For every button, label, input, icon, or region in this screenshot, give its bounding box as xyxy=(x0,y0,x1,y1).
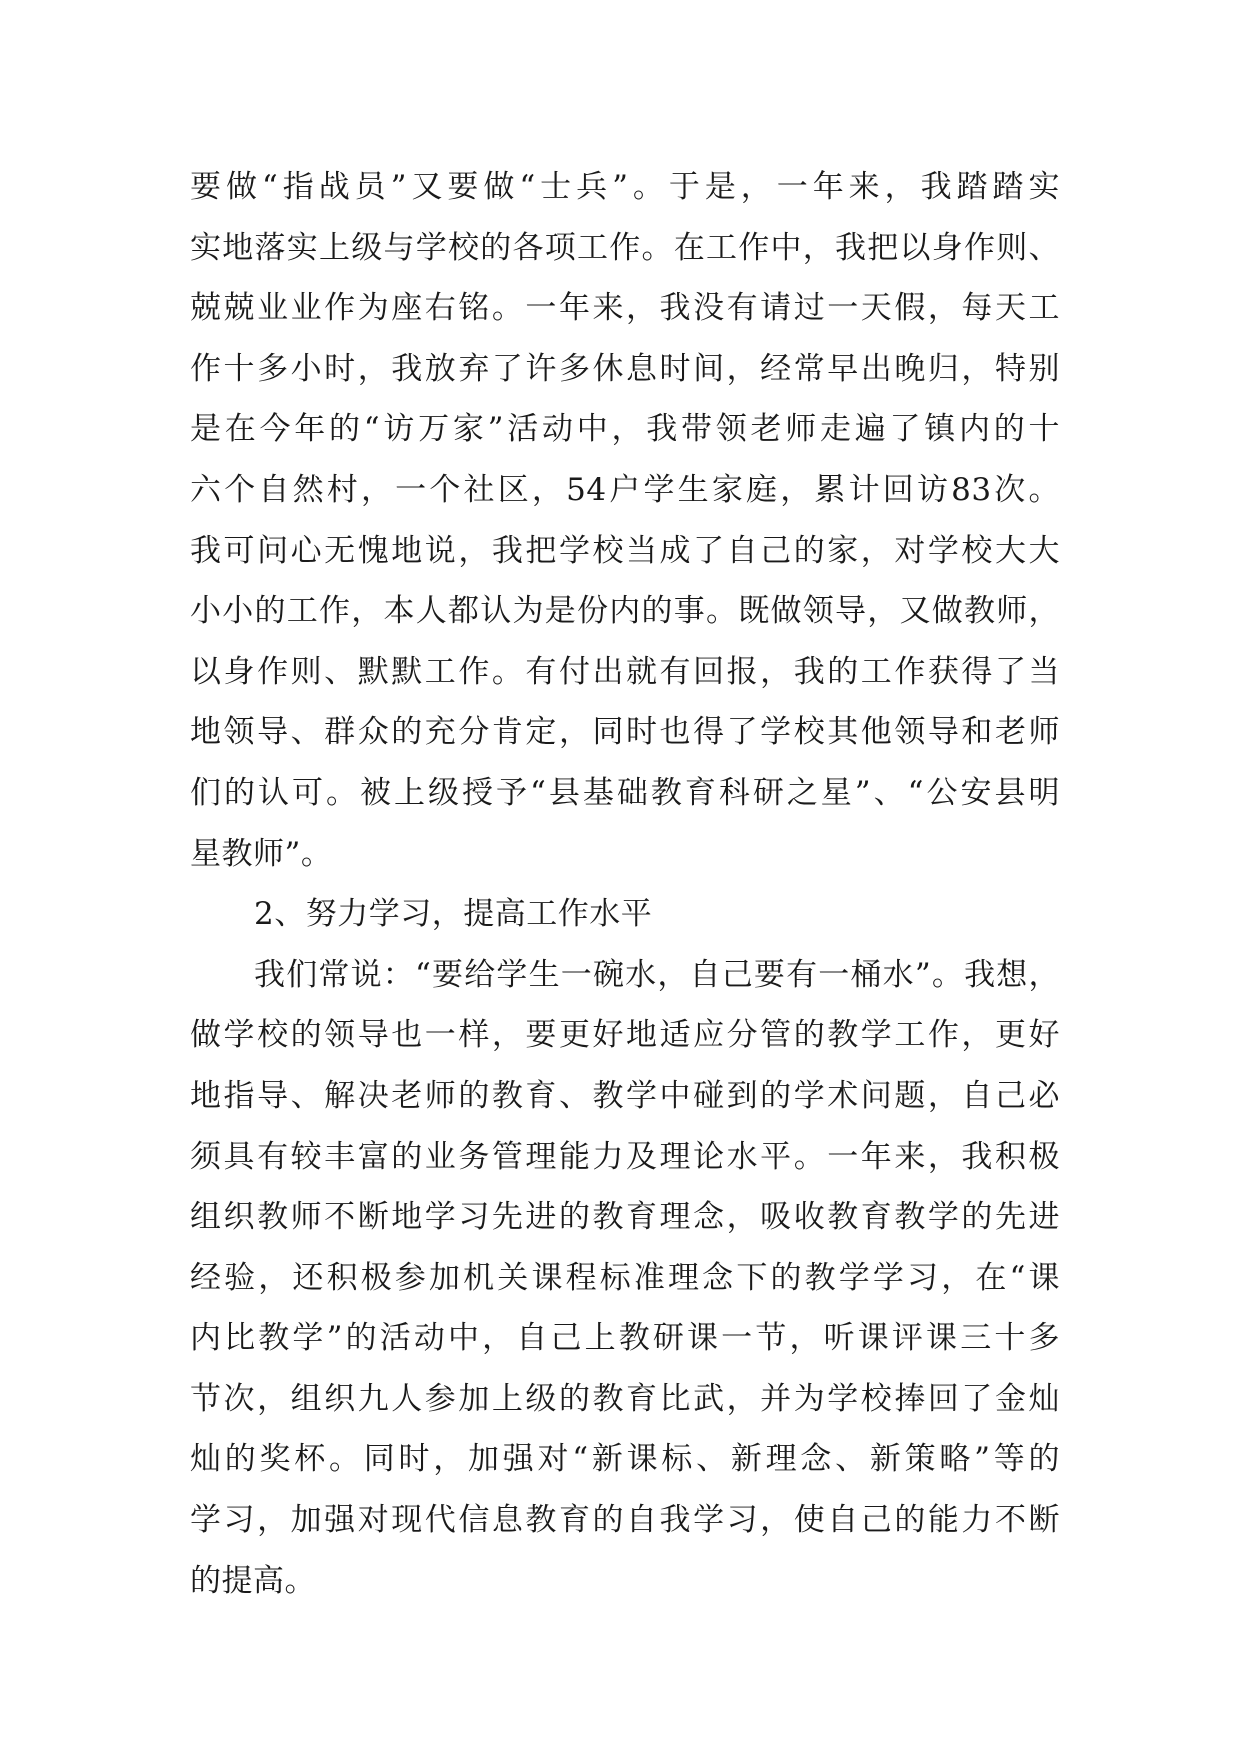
text-line: 作十多小时，我放弃了许多休息时间，经常早出晚归，特别 xyxy=(190,350,1060,387)
text-line: 们的认可。被上级授予“县基础教育科研之星”、“公安县明 xyxy=(190,774,1060,811)
text-line: 以身作则、默默工作。有付出就有回报，我的工作获得了当 xyxy=(190,653,1060,690)
text-line: 须具有较丰富的业务管理能力及理论水平。一年来，我积极 xyxy=(190,1138,1060,1175)
text-line: 组织教师不断地学习先进的教育理念，吸收教育教学的先进 xyxy=(190,1199,1060,1236)
text-line: 灿的奖杯。同时，加强对“新课标、新理念、新策略”等的 xyxy=(190,1441,1060,1478)
text-line: 内比教学”的活动中，自己上教研课一节，听课评课三十多 xyxy=(190,1320,1060,1357)
text-line: 学习，加强对现代信息教育的自我学习，使自己的能力不断 xyxy=(190,1502,1060,1539)
section-heading: 2、努力学习，提高工作水平 xyxy=(254,896,653,933)
text-line: 实地落实上级与学校的各项工作。在工作中，我把以身作则、 xyxy=(190,229,1060,266)
body-text xyxy=(190,157,1060,1611)
text-line: 小小的工作，本人都认为是份内的事。既做领导，又做教师， xyxy=(190,593,1060,630)
text-line: 兢兢业业作为座右铭。一年来，我没有请过一天假，每天工 xyxy=(190,290,1060,327)
text-line: 做学校的领导也一样，要更好地适应分管的教学工作，更好 xyxy=(190,1017,1060,1054)
text-line: 是在今年的“访万家”活动中，我带领老师走遍了镇内的十 xyxy=(190,411,1060,448)
text-line: 星教师”。 xyxy=(190,835,333,872)
text-line: 经验，还积极参加机关课程标准理念下的教学学习，在“课 xyxy=(190,1259,1060,1296)
text-line: 地领导、群众的充分肯定，同时也得了学校其他领导和老师 xyxy=(190,714,1060,751)
text-line: 我可问心无愧地说，我把学校当成了自己的家，对学校大大 xyxy=(190,532,1060,569)
text-line: 我们常说：“要给学生一碗水，自己要有一桶水”。我想， xyxy=(254,956,1060,993)
text-line: 的提高。 xyxy=(190,1562,316,1599)
text-line: 要做“指战员”又要做“士兵”。于是，一年来，我踏踏实 xyxy=(190,169,1060,205)
text-line: 六个自然村，一个社区，54户学生家庭，累计回访83次。 xyxy=(190,471,1060,508)
text-line: 地指导、解决老师的教育、教学中碰到的学术问题，自己必 xyxy=(190,1077,1060,1114)
text-line: 节次，组织九人参加上级的教育比武，并为学校捧回了金灿 xyxy=(190,1380,1060,1417)
